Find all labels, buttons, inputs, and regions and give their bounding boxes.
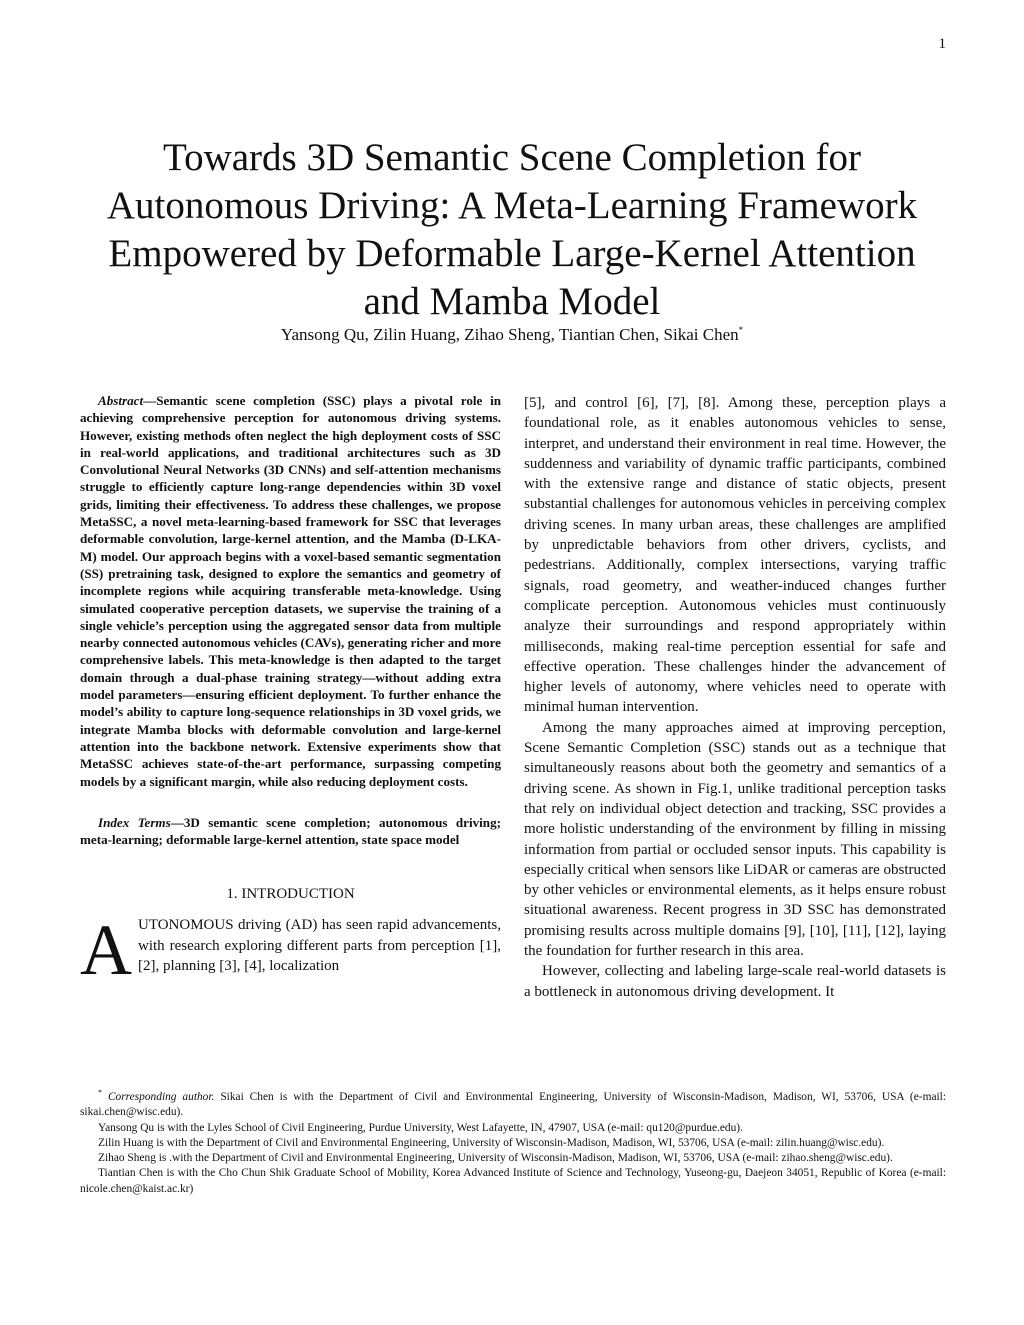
footnotes: [80, 1085, 946, 1197]
intro-paragraph: [80, 910, 501, 991]
abstract-text: —Semantic scene completion (SSC) plays a pivotal role in achieving comprehensive perception for autonomous driving systems. However, existing methods often neglect the high deployment costs of SSC in real-world applications, and traditional architectures such as 3D Convolutional Neural Networks (3D CNNs) and self-attention mechanisms struggle to efficiently capture long-range dependencies within 3D voxel grids, limiting their effectiveness. To address these challenges, we propose MetaSSC, a novel meta-learning-based framework for SSC that leverages deformable convolution, large-kernel attention, and the Mamba (D-LKA-M) model. Our approach begins with a voxel-based semantic segmentation (SS) pretraining task, designed to explore the semantics and geometry of incomplete regions while acquiring transferable meta-knowledge. Using simulated cooperative perception datasets, we supervise the training of a single vehicle’s perception using the aggregated sensor data from multiple nearby connected autonomous vehicles (CAVs), generating richer and more comprehensive labels. This meta-knowledge is then adapted to the target domain through a dual-phase training strategy—without adding extra model parameters—ensuring efficient deployment. To further enhance the model’s ability to capture long-sequence relationships in 3D voxel grids, we integrate Mamba blocks with deformable convolution and large-kernel attention into the backbone network. Extensive experiments show that MetaSSC achieves state-of-the-art performance, surpassing competing models by a significant margin, while also reducing deployment costs.: [80, 393, 501, 789]
drop-cap: A: [80, 910, 132, 991]
body-paragraph: Among the many approaches aimed at improving perception, Scene Semantic Completion (SSC) stands out as a technique that simultaneously reasons about both the geometry and semantics of a driving scene. As shown in Fig.1, unlike traditional perception tasks that rely on individual object detection and tracking, SSC provides a more holistic understanding of the environment by filling in missing information from partial or occluded sensor inputs. This capability is especially critical when sensors like LiDAR or cameras are obstructed by other vehicles or environmental elements, as it helps ensure robust situational awareness. Recent progress in 3D SSC has demonstrated promising results across multiple domains [9], [10], [11], [12], laying the foundation for further research in this area.: [524, 719, 946, 960]
intro-smallcaps: UTONOMOUS: [138, 917, 234, 934]
footnote-corresponding-text: Sikai Chen is with the Department of Civil and Environmental Engineering, University of Wisconsin-Madison, Madison, WI, 53706, USA (e-mail: sikai.chen@wisc.edu).: [80, 1091, 946, 1119]
author-list: [80, 325, 944, 345]
index-terms-label: Index Terms: [98, 814, 171, 830]
section-heading-introduction: 1. INTRODUCTION: [226, 886, 355, 903]
footnote-corresponding: [80, 1085, 946, 1121]
paper-title: Towards 3D Semantic Scene Completion for Autonomous Driving: A Meta-Learning Framework Empowered by Deformable Large-Kernel Attention and Mamba Model: [106, 136, 918, 323]
footnote-item: Tiantian Chen is with the Cho Chun Shik Graduate School of Mobility, Korea Advanced Institute of Science and Technology, Yuseong-gu, Daejeon 34051, Republic of Korea (e-mail: nicole.chen@kaist.ac.kr): [80, 1167, 946, 1195]
intro-text: driving (AD) has seen rapid advancements, with research exploring different parts from perception [1], [2], planning [3], [4], localization: [138, 917, 501, 975]
left-column: [80, 392, 501, 991]
footnote-item: Zihao Sheng is .with the Department of Civil and Environmental Engineering, University of Wisconsin-Madison, Madison, WI, 53706, USA (e-mail: zihao.sheng@wisc.edu).: [98, 1152, 893, 1165]
abstract-label: Abstract: [98, 393, 144, 408]
index-terms-text: —3D semantic scene completion; autonomous driving; meta-learning; deformable large-kernel attention, state space model: [80, 814, 501, 848]
index-terms: [80, 814, 501, 849]
page-number: 1: [938, 36, 946, 52]
body-paragraph: However, collecting and labeling large-scale real-world datasets is a bottleneck in autonomous driving development. It: [524, 963, 946, 1000]
corresponding-mark: *: [738, 325, 744, 335]
right-column: [524, 393, 946, 1002]
author-names: Yansong Qu, Zilin Huang, Zihao Sheng, Tiantian Chen, Sikai Chen: [280, 325, 739, 344]
footnote-corresponding-label: Corresponding author.: [107, 1091, 215, 1103]
footnote-item: Yansong Qu is with the Lyles School of Civil Engineering, Purdue University, West Lafayette, IN, 47907, USA (e-mail: qu120@purdue.edu).: [98, 1121, 743, 1134]
footnote-mark: *: [98, 1088, 102, 1097]
footnote-item: Zilin Huang is with the Department of Civil and Environmental Engineering, University of Wisconsin-Madison, Madison, WI, 53706, USA (e-mail: zilin.huang@wisc.edu).: [98, 1136, 885, 1149]
body-paragraph: [5], and control [6], [7], [8]. Among these, perception plays a foundational role, as it enables autonomous vehicles to sense, interpret, and understand their environment in real time. However, the suddenness and variability of dynamic traffic participants, combined with the extensive range and distance of static objects, present substantial challenges for autonomous vehicles in perceiving complex driving scenes. In many urban areas, these challenges are amplified by unpredictable behaviors from other drivers, cyclists, and pedestrians. Additionally, complex intersections, varying traffic signals, road geometry, and weather-induced changes further complicate perception. Autonomous vehicles must continuously analyze their surroundings and respond appropriately within milliseconds, making real-time perception essential for safe and effective operation. These challenges hinder the advancement of higher levels of autonomy, where vehicles need to operate with minimal human intervention.: [524, 395, 946, 716]
abstract: [80, 392, 501, 790]
